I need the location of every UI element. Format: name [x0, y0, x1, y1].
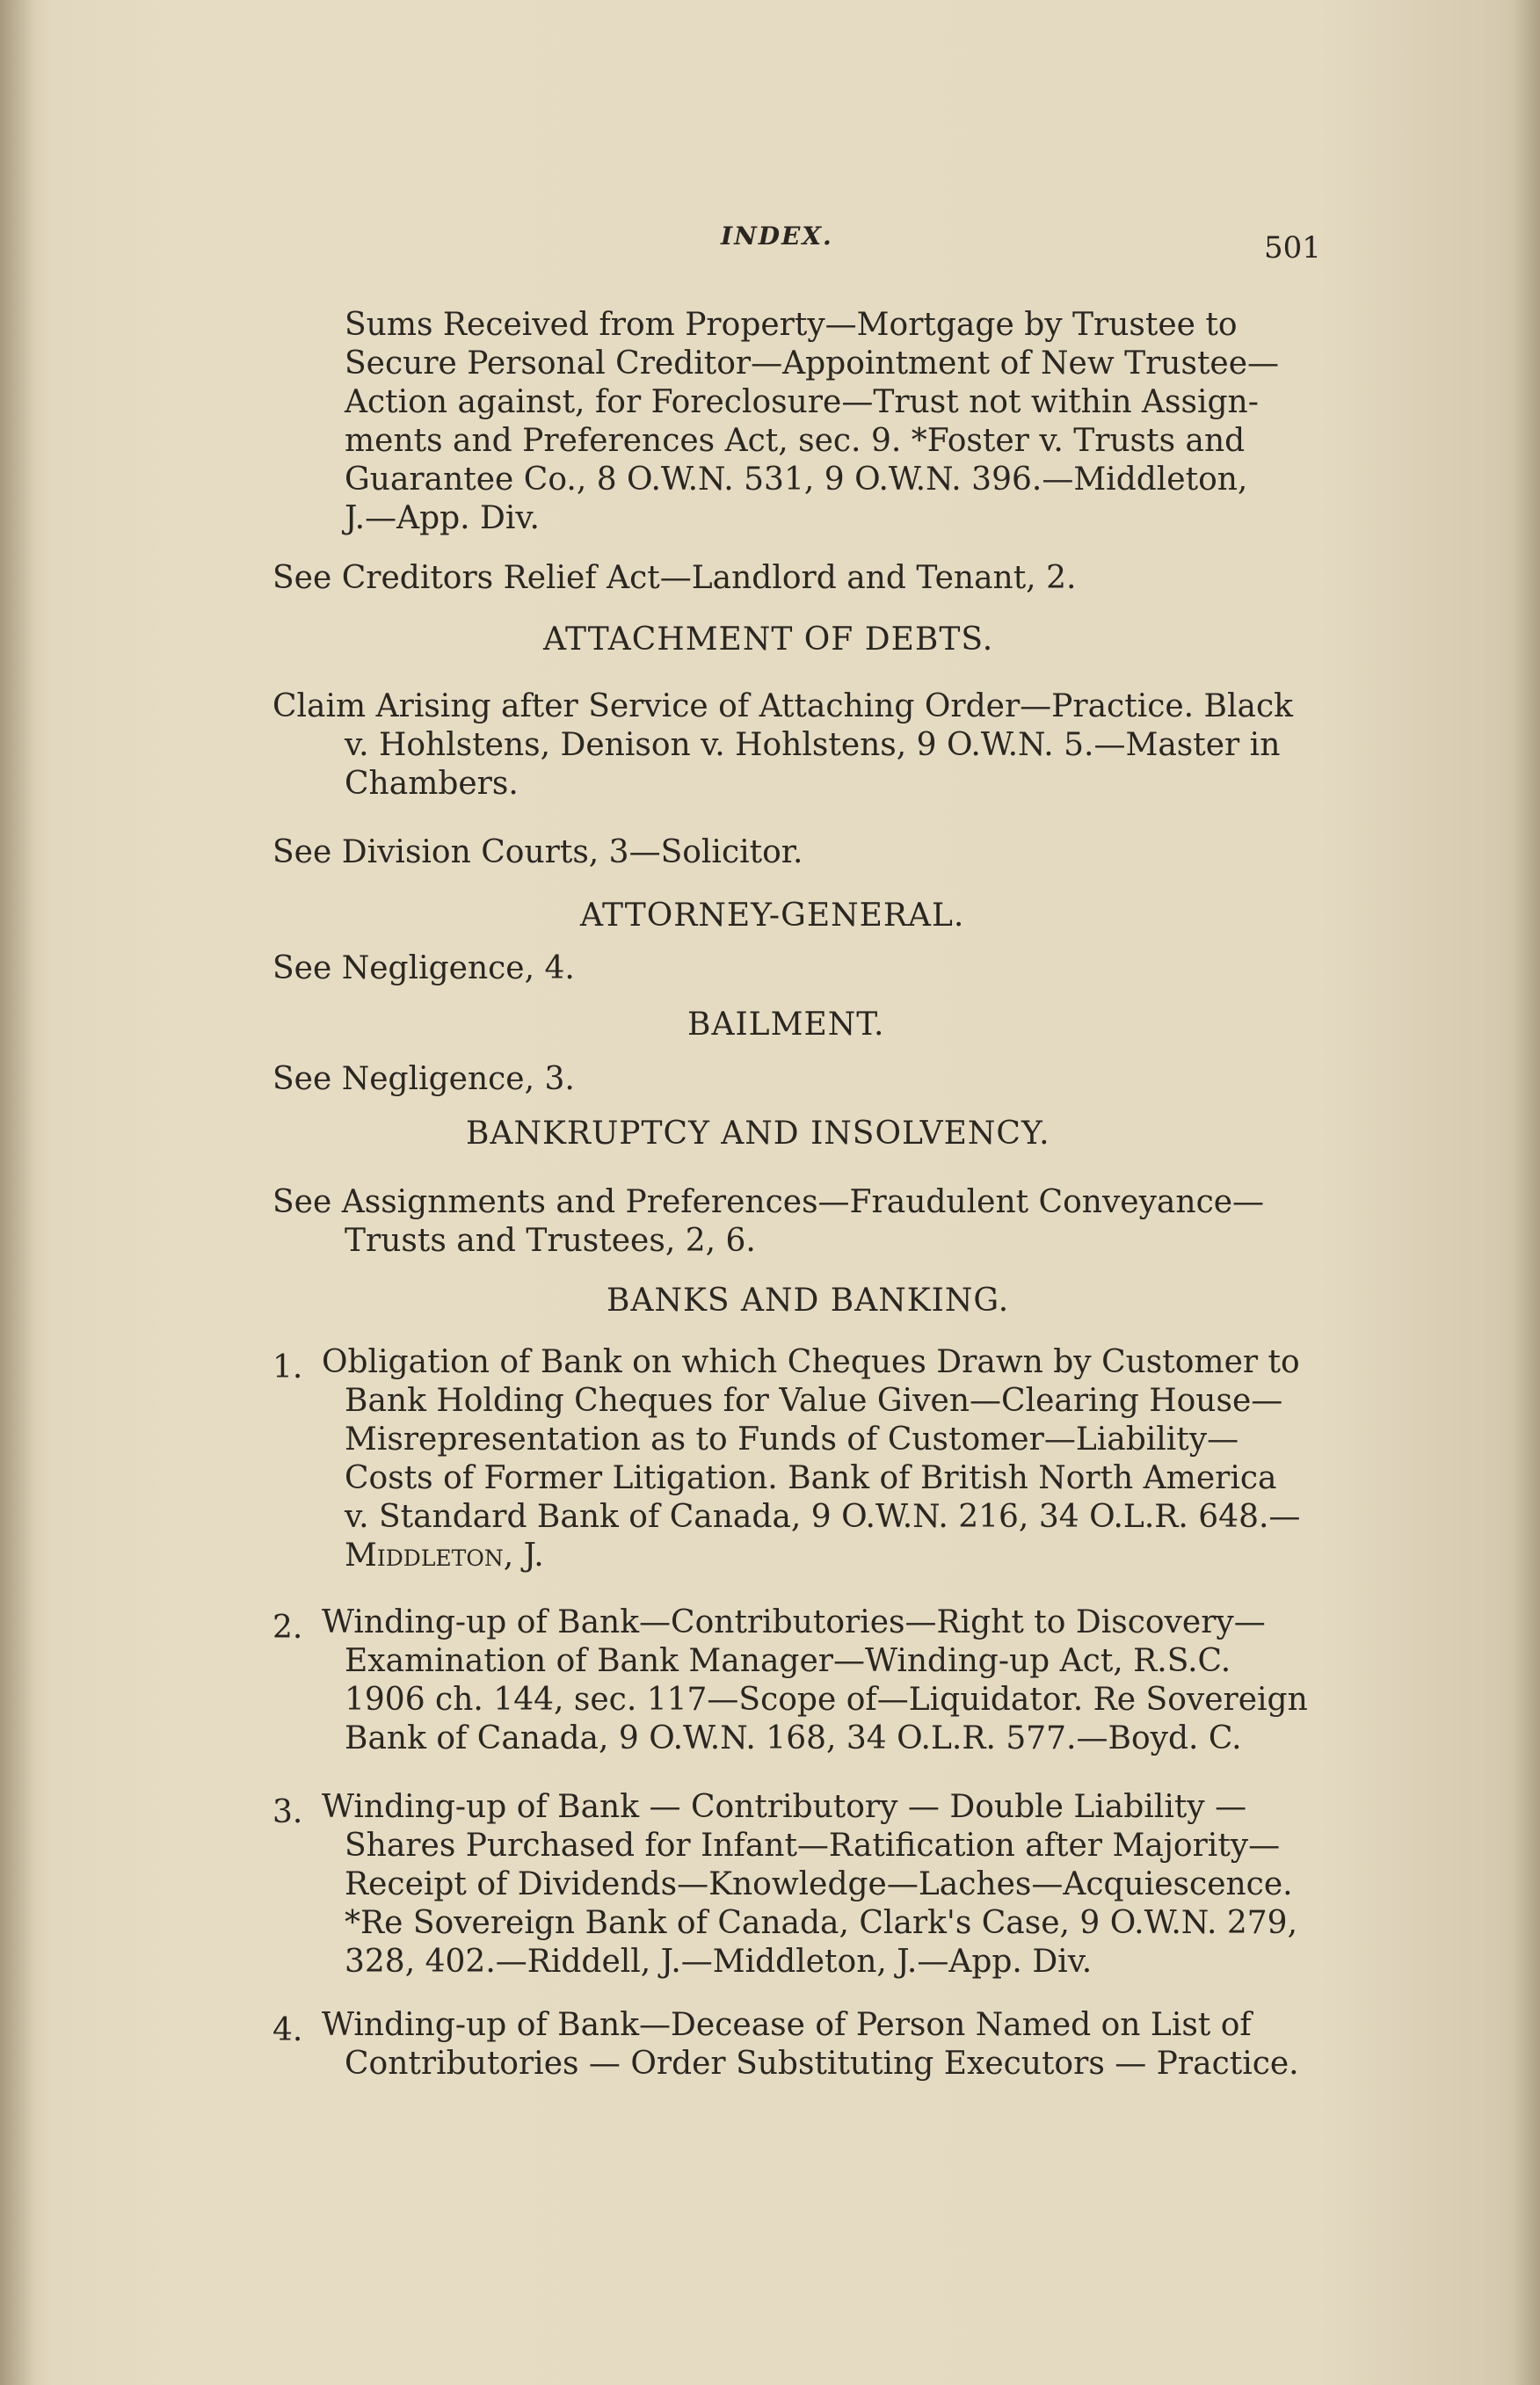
index-line: Trusts and Trustees, 2, 6. [345, 1223, 756, 1259]
index-line: Secure Personal Creditor—Appointment of New Trustee— [345, 345, 1280, 382]
section-heading: ATTORNEY-GENERAL. [580, 898, 965, 934]
index-line: Obligation of Bank on which Cheques Drawn by Customer to [322, 1344, 1300, 1380]
gutter-shadow [0, 0, 35, 2385]
item-number: 2. [272, 1610, 303, 1646]
page-number: 501 [1264, 230, 1321, 265]
index-line: *Re Sovereign Bank of Canada, Clark's Case, 9 O.W.N. 279, [345, 1905, 1298, 1941]
cross-reference: See Division Courts, 3—Solicitor. [272, 834, 803, 870]
cross-reference: See Negligence, 4. [272, 950, 575, 986]
item-number: 4. [272, 2012, 303, 2048]
cross-reference: See Creditors Relief Act—Landlord and Tenant, 2. [272, 560, 1077, 596]
section-heading: BANKRUPTCY AND INSOLVENCY. [466, 1116, 1050, 1152]
index-line: Misrepresentation as to Funds of Customer—Liability— [345, 1422, 1239, 1458]
edge-shadow [1514, 0, 1540, 2385]
index-line: Guarantee Co., 8 O.W.N. 531, 9 O.W.N. 396.—Middleton, [345, 462, 1248, 498]
cross-reference: See Negligence, 3. [272, 1061, 575, 1097]
index-line: Contributories — Order Substituting Executors — Practice. [345, 2046, 1299, 2082]
section-heading: BANKS AND BANKING. [607, 1283, 1010, 1319]
index-line: Winding-up of Bank — Contributory — Double Liability — [322, 1789, 1247, 1825]
index-line: Claim Arising after Service of Attaching Order—Practice. Black [272, 688, 1293, 724]
index-line: v. Standard Bank of Canada, 9 O.W.N. 216, 34 O.L.R. 648.— [345, 1499, 1301, 1535]
item-number: 3. [272, 1794, 303, 1830]
index-line: Action against, for Foreclosure—Trust not within Assign- [345, 384, 1259, 420]
index-line: 328, 402.—Riddell, J.—Middleton, J.—App. Div. [345, 1944, 1093, 1980]
item-number: 1. [272, 1349, 303, 1385]
index-line: Middleton, J. [345, 1538, 544, 1574]
index-line: Shares Purchased for Infant—Ratification after Majority— [345, 1828, 1281, 1864]
index-line: Bank Holding Cheques for Value Given—Clearing House— [345, 1383, 1283, 1419]
index-line: Bank of Canada, 9 O.W.N. 168, 34 O.L.R. 577.—Boyd. C. [345, 1720, 1242, 1756]
index-line: 1906 ch. 144, sec. 117—Scope of—Liquidator. Re Sovereign [345, 1682, 1308, 1718]
index-line: ments and Preferences Act, sec. 9. *Foster v. Trusts and [345, 423, 1246, 459]
index-line: Costs of Former Litigation. Bank of British North America [345, 1460, 1277, 1496]
section-heading: BAILMENT. [687, 1007, 885, 1043]
index-line: Chambers. [345, 766, 519, 802]
index-line: Winding-up of Bank—Contributories—Right to Discovery— [322, 1604, 1266, 1640]
cross-reference: See Assignments and Preferences—Fraudulent Conveyance— [272, 1184, 1265, 1220]
running-title: INDEX. [721, 222, 833, 251]
index-line: v. Hohlstens, Denison v. Hohlstens, 9 O.W.N. 5.—Master in [345, 727, 1281, 763]
index-line: Examination of Bank Manager—Winding-up Act, R.S.C. [345, 1643, 1231, 1679]
section-heading: ATTACHMENT OF DEBTS. [543, 622, 994, 658]
index-line: Receipt of Dividends—Knowledge—Laches—Acquiescence. [345, 1866, 1293, 1902]
index-line: Sums Received from Property—Mortgage by Trustee to [345, 307, 1238, 343]
index-line: Winding-up of Bank—Decease of Person Named on List of [322, 2007, 1252, 2043]
index-line: J.—App. Div. [345, 500, 540, 536]
